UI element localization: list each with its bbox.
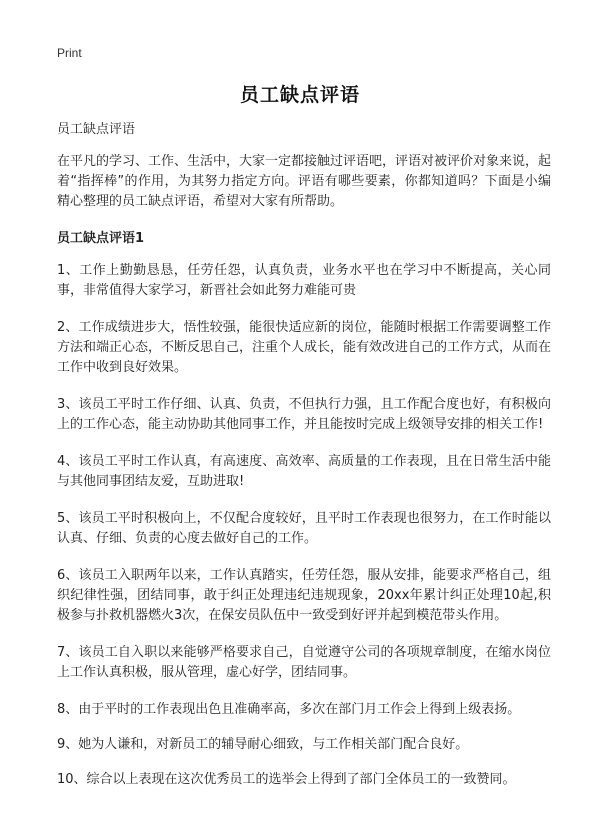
comment-item-4: 4、该员工平时工作认真，有高速度、高效率、高质量的工作表现，且在日常生活中能与其他同事团结友爱，互助进取! <box>57 454 551 489</box>
comment-item-10: 10、综合以上表现在这次优秀员工的选举会上得到了部门全体员工的一致赞同。 <box>57 772 516 787</box>
comment-item-6: 6、该员工入职两年以来，工作认真踏实，任劳任怨，服从安排，能要求严格自己，组织纪律性强，团结同事，敢于纠正处理违纪违规现象，20xx年累计纠正处理10起,积极参与扑救机器燃火3次，在保安员队伍中一致受到好评并起到模范带头作用。 <box>57 568 551 623</box>
comment-item-3: 3、该员工平时工作仔细、认真、负责，不但执行力强，且工作配合度也好，有积极向上的工作心态，能主动协助其他同事工作，并且能按时完成上级领导安排的相关工作! <box>57 397 551 432</box>
comment-item-1: 1、工作上勤勤恳恳，任劳任怨，认真负责，业务水平也在学习中不断提高，关心同事，非常值得大家学习，新晋社会如此努力难能可贵 <box>57 263 551 298</box>
intro-paragraph: 在平凡的学习、工作、生活中，大家一定都接触过评语吧，评语对被评价对象来说，起着“指挥棒”的作用，为其努力指定方向。评语有哪些要素，你都知道吗？下面是小编精心整理的员工缺点评语，希望对大家有所帮助。 <box>57 154 552 209</box>
comment-item-5: 5、该员工平时积极向上，不仅配合度较好，且平时工作表现也很努力，在工作时能以认真、仔细、负责的心度去做好自己的工作。 <box>57 511 551 546</box>
print-link[interactable]: Print <box>57 46 82 60</box>
document-subtitle: 员工缺点评语 <box>57 122 136 137</box>
page-title: 员工缺点评语 <box>239 84 360 106</box>
comment-item-2: 2、工作成绩进步大，悟性较强，能很快适应新的岗位，能随时根据工作需要调整工作方法和端正心态，不断反思自己，注重个人成长，能有效改进自己的工作方式，从而在工作中收到良好效果。 <box>57 320 552 375</box>
comment-item-8: 8、由于平时的工作表现出色且准确率高，多次在部门月工作会上得到上级表扬。 <box>57 702 521 717</box>
section-heading: 员工缺点评语1 <box>57 231 145 246</box>
document-body <box>57 120 551 805</box>
comment-item-7: 7、该员工自入职以来能够严格要求自己，自觉遵守公司的各项规章制度，在缩水岗位上工作认真积极，服从管理，虚心好学，团结同事。 <box>57 645 551 680</box>
comment-item-9: 9、她为人谦和，对新员工的辅导耐心细致，与工作相关部门配合良好。 <box>57 737 469 752</box>
